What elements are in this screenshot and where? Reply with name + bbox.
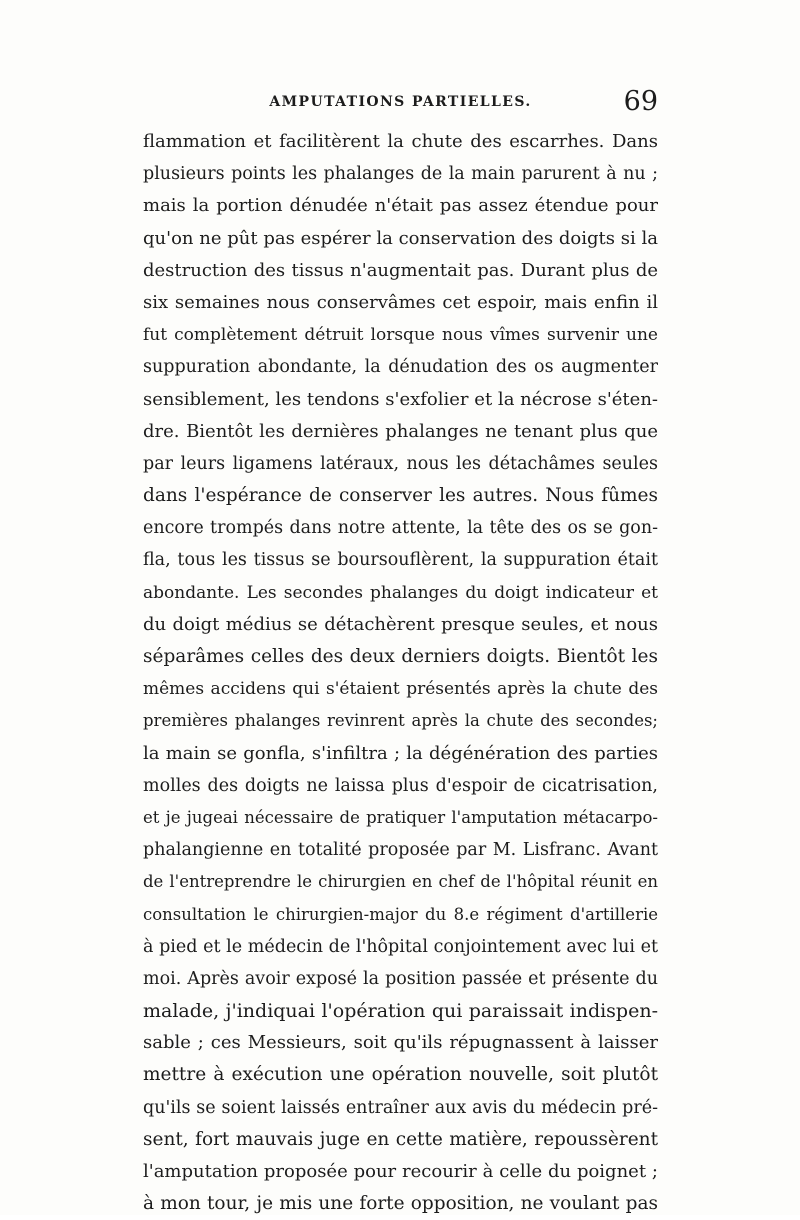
text-line: phalangienne en totalité proposée par M. Lisfranc. Avant	[143, 840, 658, 861]
text-line: dans l'espérance de conserver les autres. Nous fûmes	[143, 485, 658, 507]
text-line: de l'entreprendre le chirurgien en chef de l'hôpital réunit en	[143, 872, 658, 892]
text-line: suppuration abondante, la dénudation des os augmenter	[143, 357, 658, 378]
text-line: destruction des tissus n'augmentait pas. Durant plus de	[143, 259, 658, 281]
text-line: qu'ils se soient laissés entraîner aux avis du médecin pré-	[143, 1097, 658, 1118]
text-line: flammation et facilitèrent la chute des escarrhes. Dans	[143, 131, 658, 152]
text-line: moi. Après avoir exposé la position passée et présente du	[143, 968, 658, 989]
text-line: du doigt médius se détachèrent presque seules, et nous	[143, 613, 658, 635]
running-head	[143, 88, 658, 118]
text-line: mettre à exécution une opération nouvelle, soit plutôt	[143, 1064, 658, 1086]
text-line: sent, fort mauvais juge en cette matière, repoussèrent	[143, 1128, 658, 1150]
text-line: séparâmes celles des deux derniers doigts. Bientôt les	[143, 646, 658, 667]
text-line: malade, j'indiquai l'opération qui paraissait indispen-	[143, 1000, 658, 1023]
text-line: et je jugeai nécessaire de pratiquer l'amputation métacarpo-	[143, 807, 658, 827]
page-number: 69	[623, 86, 658, 117]
text-line: l'amputation proposée pour recourir à celle du poignet ;	[143, 1161, 658, 1182]
text-line: par leurs ligamens latéraux, nous les détachâmes seules	[143, 453, 658, 474]
text-line: molles des doigts ne laissa plus d'espoir de cicatrisation,	[143, 775, 658, 796]
text-line: abondante. Les secondes phalanges du doigt indicateur et	[143, 582, 658, 603]
text-line: fla, tous les tissus se boursouflèrent, la suppuration était	[143, 550, 658, 571]
text-line: mais la portion dénudée n'était pas assez étendue pour	[143, 195, 658, 217]
text-line: à mon tour, je mis une forte opposition, ne voulant pas	[143, 1193, 658, 1215]
text-line: sensiblement, les tendons s'exfolier et la nécrose s'éten-	[143, 388, 658, 410]
text-line: à pied et le médecin de l'hôpital conjointement avec lui et	[143, 936, 658, 957]
text-line: sable ; ces Messieurs, soit qu'ils répugnassent à laisser	[143, 1032, 658, 1054]
running-title: AMPUTATIONS PARTIELLES.	[269, 94, 532, 110]
text-line: premières phalanges revinrent après la chute des secondes;	[143, 711, 658, 731]
text-line: fut complètement détruit lorsque nous vîmes survenir une	[143, 325, 658, 346]
text-line: qu'on ne pût pas espérer la conservation des doigts si la	[143, 227, 658, 249]
text-line: six semaines nous conservâmes cet espoir, mais enfin il	[143, 291, 658, 313]
body-text	[143, 126, 658, 1220]
text-line: consultation le chirurgien-major du 8.e régiment d'artillerie	[143, 904, 658, 924]
text-line: encore trompés dans notre attente, la tête des os se gon-	[143, 518, 658, 539]
text-line: dre. Bientôt les dernières phalanges ne tenant plus que	[143, 420, 658, 442]
text-line: plusieurs points les phalanges de la main parurent à nu ;	[143, 164, 658, 185]
text-line: la main se gonfla, s'infiltra ; la dégénération des parties	[143, 742, 658, 764]
text-line: mêmes accidens qui s'étaient présentés après la chute des	[143, 679, 658, 700]
